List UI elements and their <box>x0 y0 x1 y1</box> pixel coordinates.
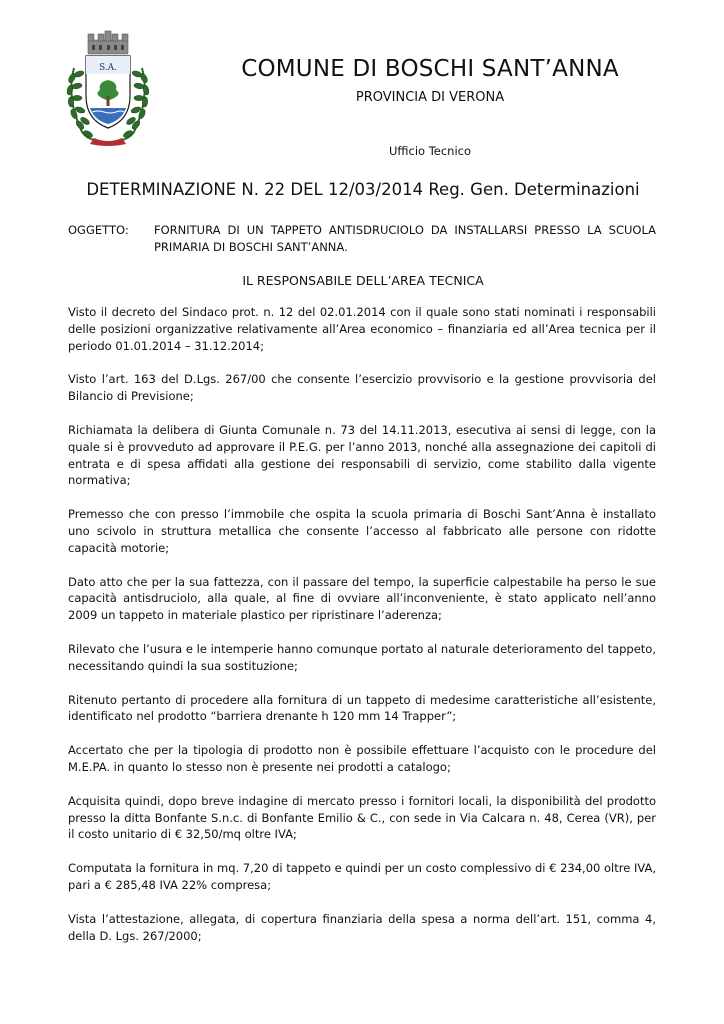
paragraph: Visto l’art. 163 del D.Lgs. 267/00 che consente l’esercizio provvisorio e la gestione provvisoria del Bilancio di Previsione; <box>68 372 656 404</box>
determination-title: DETERMINAZIONE N. 22 DEL 12/03/2014 Reg. Gen. Determinazioni <box>86 180 640 199</box>
paragraph: Richiamata la delibera di Giunta Comunale n. 73 del 14.11.2013, esecutiva ai sensi di legge, con la quale si è provveduto ad approvare il P.E.G. per l’anno 2013, nonché alla assegnazione dei capitoli di entrata e di spesa affidati alla gestione dei responsabili di servizio, come stabilito dalla vigente normativa; <box>68 422 656 488</box>
subject-text: FORNITURA DI UN TAPPETO ANTISDRUCIOLO DA INSTALLARSI PRESSO LA SCUOLA PRIMARIA DI BOSCHI SANT’ANNA. <box>154 223 656 254</box>
municipal-crest-icon <box>64 28 152 146</box>
section-heading: IL RESPONSABILE DELL’AREA TECNICA <box>242 273 484 288</box>
paragraph: Rilevato che l’usura e le intemperie hanno comunque portato al naturale deterioramento del tappeto, necessitando quindi la sua sostituzione; <box>68 641 656 673</box>
paragraph: Computata la fornitura in mq. 7,20 di tappeto e quindi per un costo complessivo di € 234,00 oltre IVA, pari a € 285,48 IVA 22% compresa; <box>68 861 656 892</box>
subject-label: OGGETTO: <box>68 223 129 237</box>
province-name: PROVINCIA DI VERONA <box>355 90 505 105</box>
crest-lettering: S.A. <box>98 63 118 73</box>
paragraph: Dato atto che per la sua fattezza, con il passare del tempo, la superficie calpestabile ha perso le sue capacità antisdruciolo, alla quale, al fine di ovviare all’inconveniente, è stato applicato nell’anno 2009 un tappeto in materiale plastico per ripristinare l’aderenza; <box>68 574 656 623</box>
document-body <box>68 304 656 961</box>
paragraph: Acquisita quindi, dopo breve indagine di mercato presso i fornitori locali, la disponibilità del prodotto presso la ditta Bonfante S.n.c. di Bonfante Emilio & C., con sede in Via Calcara n. 48, Cerea (VR), per il costo unitario di € 32,50/mq oltre IVA; <box>68 793 656 842</box>
paragraph: Premesso che con presso l’immobile che ospita la scuola primaria di Boschi Sant’Anna è installato uno scivolo in struttura metallica che consente l’accesso al fabbricato alle persone con ridotte capacità motorie; <box>68 507 656 555</box>
office-name: Ufficio Tecnico <box>388 144 472 158</box>
paragraph: Accertato che per la tipologia di prodotto non è possibile effettuare l’acquisto con le procedure del M.E.PA. in quanto lo stesso non è presente nei prodotti a catalogo; <box>68 743 656 774</box>
town-title: COMUNE DI BOSCHI SANT’ANNA <box>241 56 619 82</box>
paragraph: Ritenuto pertanto di procedere alla fornitura di un tappeto di medesime caratteristiche all’esistente, identificato nel prodotto “barriera drenante h 120 mm 14 Trapper”; <box>68 692 656 724</box>
paragraph: Visto il decreto del Sindaco prot. n. 12 del 02.01.2014 con il quale sono stati nominati i responsabili delle posizioni organizzative relativamente all’Area economico – finanziaria ed all’Area tecnica per il periodo 01.01.2014 – 31.12.2014; <box>68 305 656 353</box>
paragraph: Vista l’attestazione, allegata, di copertura finanziaria della spesa a norma dell’art. 151, comma 4, della D. Lgs. 267/2000; <box>68 911 656 943</box>
